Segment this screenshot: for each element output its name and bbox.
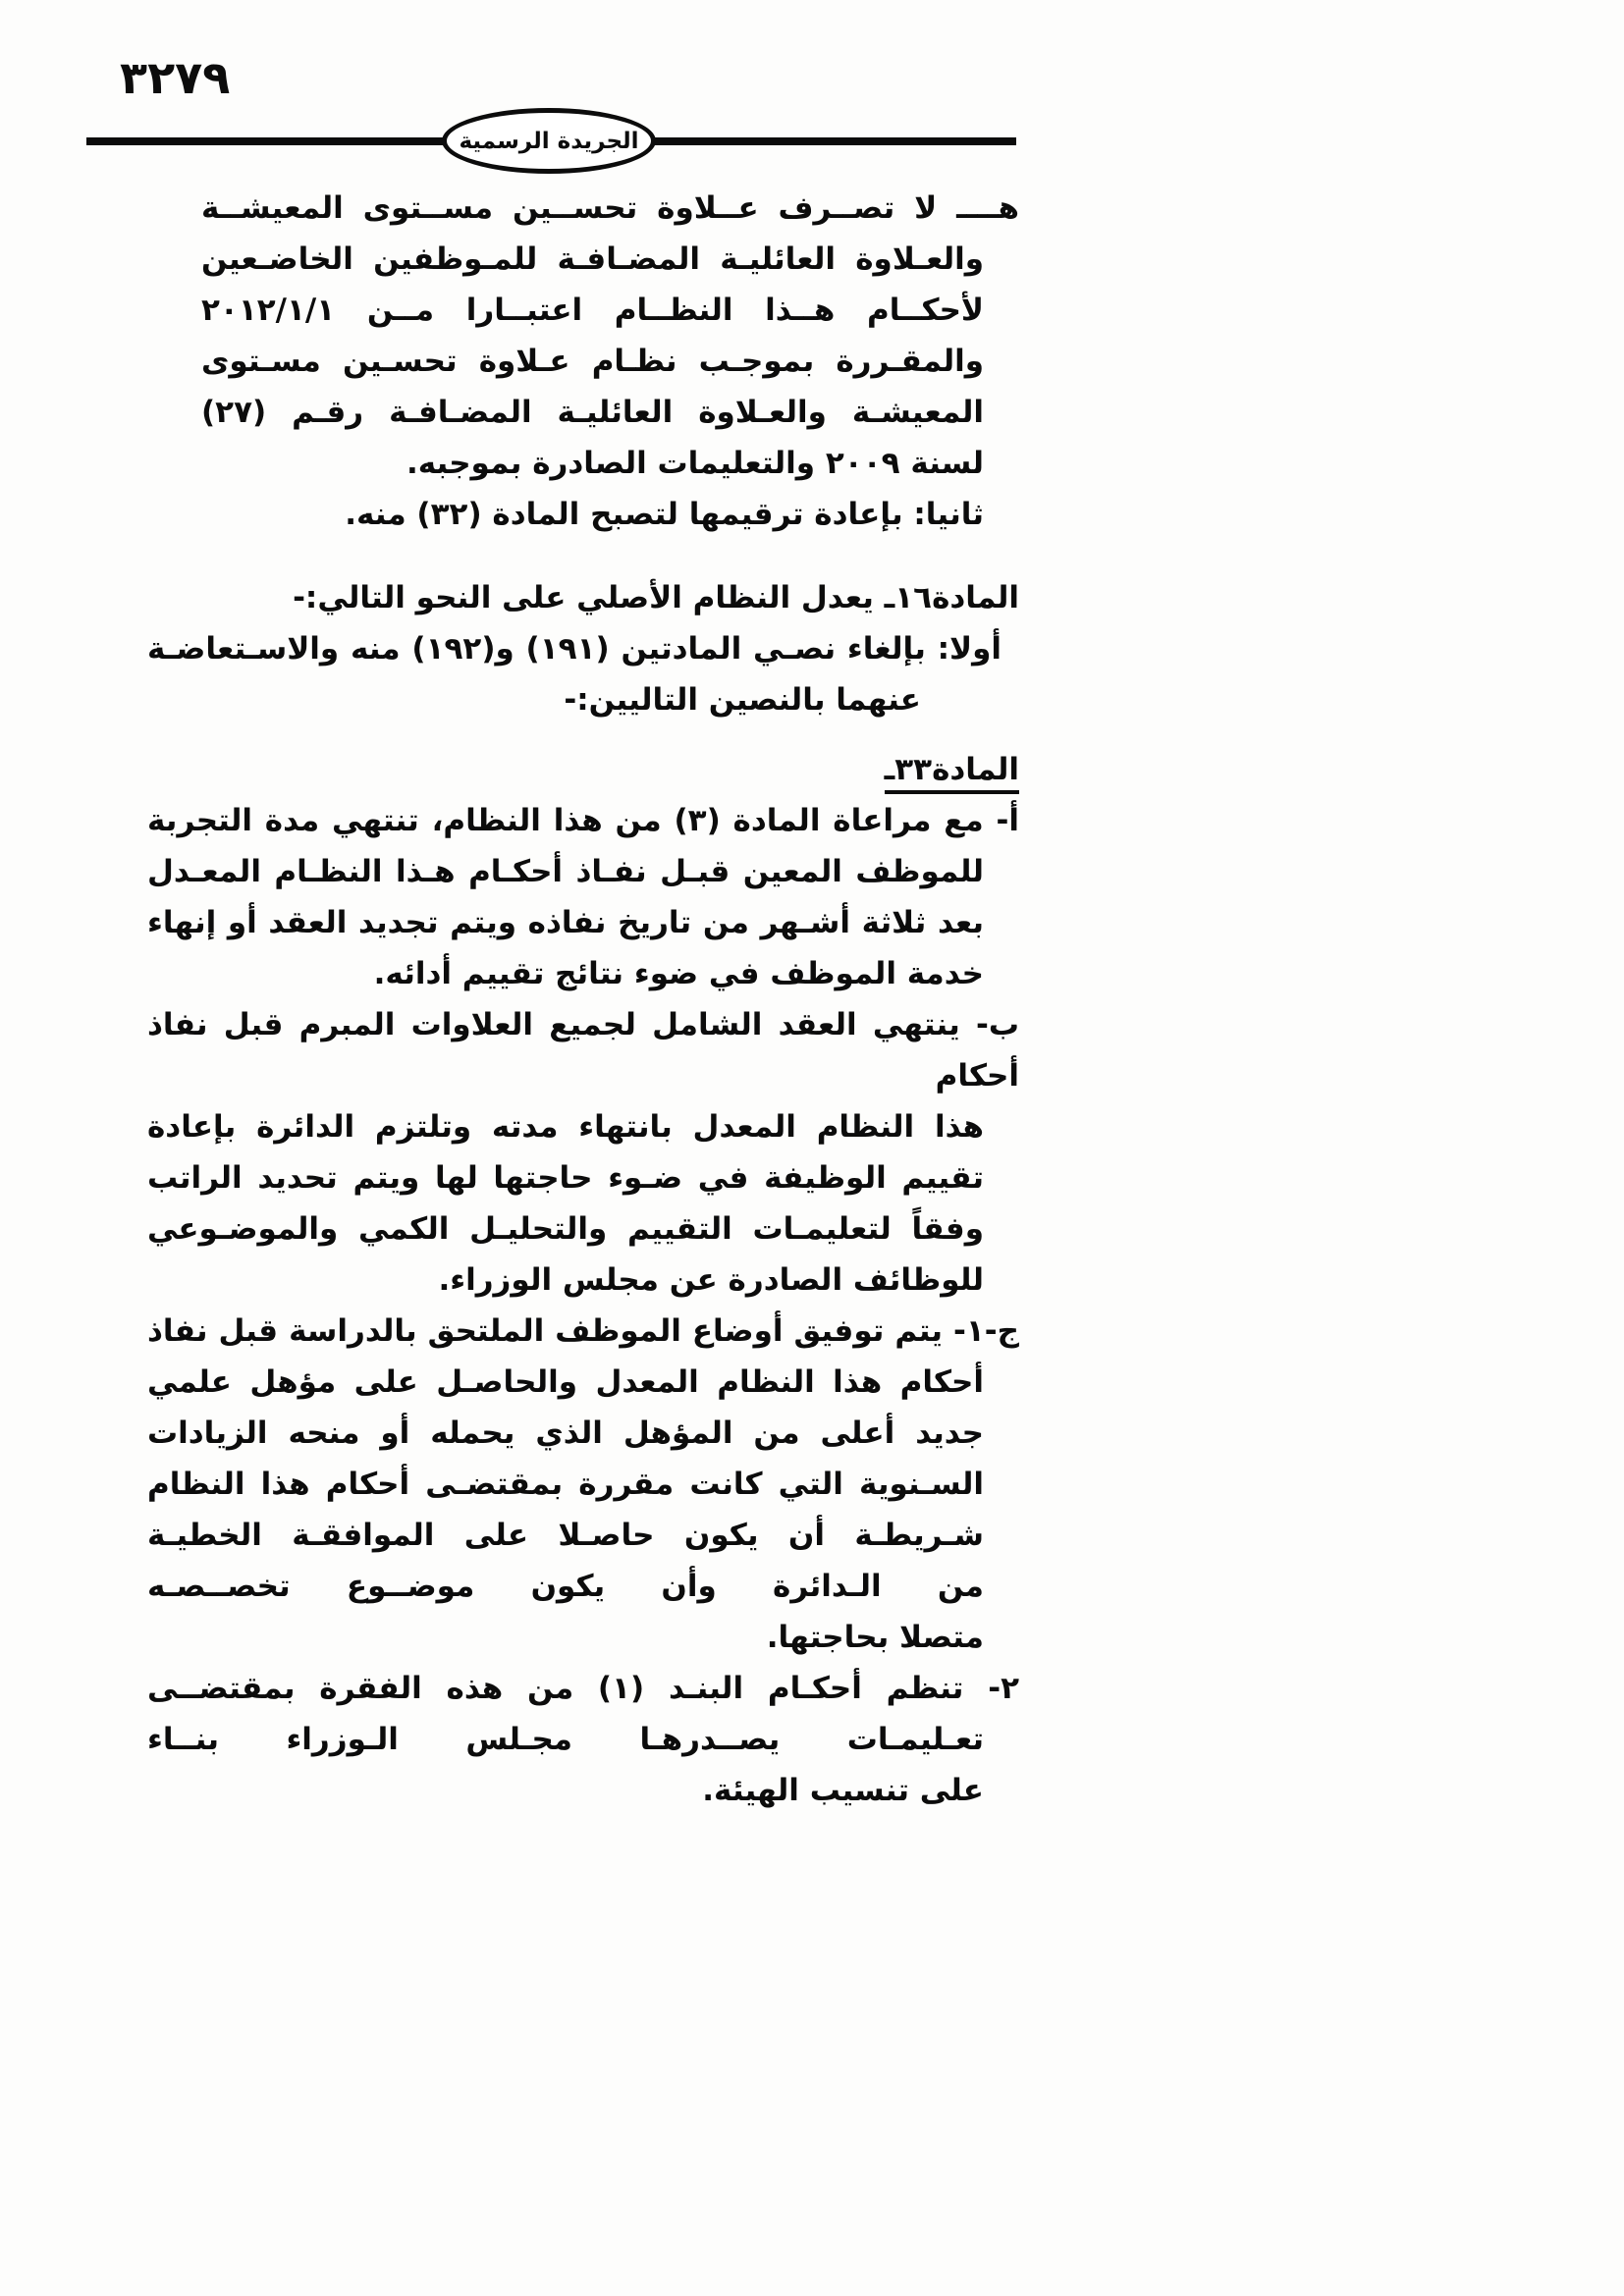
- para-firstly: [147, 623, 1019, 725]
- text-line: ب- ينتهي العقد الشامل لجميع العلاوات المبرم قبل نفاذ أحكام: [147, 1007, 1019, 1094]
- text-line: من الـدائرة وأن يكون موضــوع تخصــصـه: [147, 1569, 984, 1604]
- text-line: أ- مع مراعاة المادة (٣) من هذا النظام، تنتهي مدة التجربة: [147, 803, 1019, 838]
- gazette-title: الجريدة الرسمية: [459, 128, 639, 154]
- para-secondly: [147, 489, 1019, 540]
- text-line: هذا النظام المعدل بانتهاء مدته وتلتزم الدائرة بإعادة: [147, 1109, 984, 1145]
- text-line: أحكام هذا النظام المعدل والحاصـل على مؤهل علمي: [147, 1364, 984, 1400]
- text-line: ثانيا: بإعادة ترقيمها لتصبح المادة (٣٢) منه.: [345, 497, 984, 532]
- article-33-heading: [147, 744, 1019, 795]
- item-c-1: [147, 1306, 1019, 1663]
- article-33-title: المادة٣٣ـ: [885, 752, 1019, 794]
- text-line: المعيشـة والعـلاوة العائليـة المضـافـة رقـم (٢٧): [201, 395, 984, 430]
- text-line: السـنوية التي كانت مقررة بمقتضـى أحكام هذا النظام: [147, 1467, 984, 1502]
- text-line: لأحكــام هــذا النظــام اعتبــارا مــن ٢٠١٢/١/١: [201, 293, 984, 328]
- article-16-heading: [147, 572, 1019, 623]
- text-line: [147, 744, 1019, 795]
- text-line: تقييم الوظيفة في ضـوء حاجتها لها ويتم تحديد الراتب: [147, 1160, 984, 1196]
- item-2: [147, 1663, 1019, 1816]
- text-line: شـريطـة أن يكون حاصـلا على الموافقـة الخطيـة: [147, 1518, 984, 1553]
- text-line: بعد ثلاثة أشـهر من تاريخ نفاذه ويتم تجديد العقد أو إنهاء: [147, 905, 984, 940]
- para-clause-heh: [201, 183, 1019, 489]
- text-line: على تنسيب الهيئة.: [702, 1773, 984, 1808]
- text-line: عنهما بالنصين التاليين:-: [564, 682, 921, 718]
- text-line: جديد أعلى من المؤهل الذي يحمله أو منحه الزيادات: [147, 1415, 984, 1451]
- item-b: [147, 999, 1019, 1306]
- text-line: المادة١٦ـ يعدل النظام الأصلي على النحو التالي:-: [293, 580, 1019, 615]
- text-line: هــــ لا تصــرف عــلاوة تحســين مســتوى المعيشــة: [201, 190, 1019, 226]
- item-a: [147, 795, 1019, 999]
- text-line: تعـليمـات يصــدرهـا مجـلس الـوزراء بنــاء: [147, 1722, 984, 1757]
- text-line: للوظائف الصادرة عن مجلس الوزراء.: [438, 1262, 984, 1298]
- text-line: خدمة الموظف في ضوء نتائج تقييم أدائه.: [373, 956, 984, 991]
- text-line: والمقـررة بموجـب نظـام عـلاوة تحسـين مسـتوى: [201, 344, 984, 379]
- gazette-title-oval: [442, 108, 656, 174]
- text-line: والعـلاوة العائليـة المضـافـة للمـوظفين الخاضـعين: [201, 241, 984, 277]
- page-number: ٣٢٧٩: [120, 51, 231, 104]
- text-line: وفقاً لتعليمـات التقييم والتحليـل الكمي والموضـوعي: [147, 1211, 984, 1247]
- text-line: ٢- تنظم أحكـام البنـد (١) من هذه الفقرة بمقتضــى: [147, 1671, 1019, 1706]
- text-line: لسنة ٢٠٠٩ والتعليمات الصادرة بموجبه.: [406, 446, 984, 481]
- text-line: متصلا بحاجتها.: [766, 1620, 984, 1655]
- text-line: للموظف المعين قبـل نفـاذ أحكـام هـذا النظـام المعـدل: [147, 854, 984, 889]
- document-body: [147, 183, 1019, 1816]
- text-line: ج-١- يتم توفيق أوضاع الموظف الملتحق بالدراسة قبل نفاذ: [147, 1313, 1019, 1349]
- text-line: أولا: بإلغاء نصـي المادتين (١٩١) و(١٩٢) منه والاسـتعاضـة: [147, 631, 1001, 667]
